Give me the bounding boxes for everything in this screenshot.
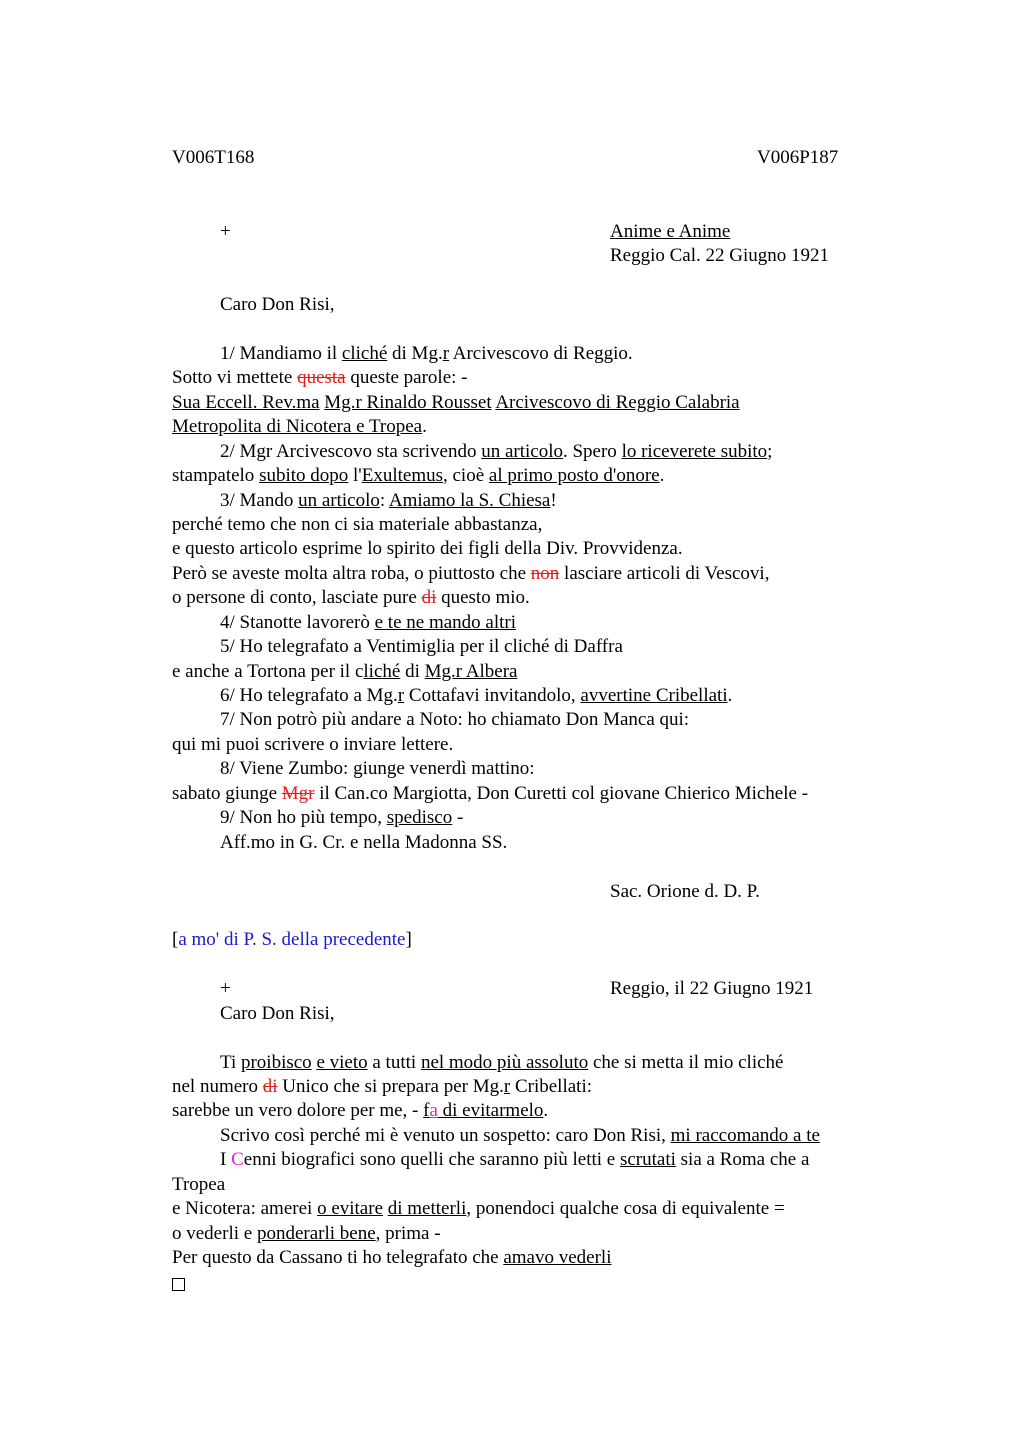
letter2-line-9: Per questo da Cassano ti ho telegrafato che amavo vederli bbox=[172, 1247, 612, 1268]
paragraph-5-line-2: e anche a Tortona per il cliché di Mg.r Albera bbox=[172, 661, 518, 682]
editor-note: [a mo' di P. S. della precedente] bbox=[172, 929, 412, 950]
paragraph-4: 4/ Stanotte lavorerò e te ne mando altri bbox=[220, 612, 516, 633]
letter-place-date: Reggio Cal. 22 Giugno 1921 bbox=[610, 245, 830, 266]
paragraph-1-line-4: Metropolita di Nicotera e Tropea. bbox=[172, 416, 427, 437]
cross-mark-2: + bbox=[220, 978, 231, 999]
salutation-2: Caro Don Risi, bbox=[220, 1003, 335, 1024]
letter2-line-6: Tropea bbox=[172, 1174, 226, 1195]
letter2-line-5: I Cenni biografici sono quelli che saranno più letti e scrutati sia a Roma che a bbox=[220, 1149, 810, 1170]
paragraph-8-line-2: sabato giunge Mgr il Can.co Margiotta, Don Curetti col giovane Chierico Michele - bbox=[172, 783, 809, 804]
paragraph-8: 8/ Viene Zumbo: giunge venerdì mattino: bbox=[220, 758, 535, 779]
deleted-text: di bbox=[421, 587, 437, 608]
paragraph-1: 1/ Mandiamo il cliché di Mg.r Arcivescovo di Reggio. bbox=[220, 343, 633, 364]
letter2-line-4: Scrivo così perché mi è venuto un sospetto: caro Don Risi, mi raccomando a te bbox=[220, 1125, 820, 1146]
letter2-line-2: nel numero di Unico che si prepara per Mg.r Cribellati: bbox=[172, 1076, 593, 1097]
letter2-line-1: Ti proibisco e vieto a tutti nel modo più assoluto che si metta il mio cliché bbox=[220, 1052, 784, 1073]
letter2-line-3: sarebbe un vero dolore per me, - fa di evitarmelo. bbox=[172, 1100, 549, 1121]
paragraph-3-line-4: Però se aveste molta altra roba, o piuttosto che non lasciare articoli di Vescovi, bbox=[172, 563, 770, 584]
closing: Aff.mo in G. Cr. e nella Madonna SS. bbox=[220, 832, 508, 853]
paragraph-2-line-2: stampatelo subito dopo l'Exultemus, cioè al primo posto d'onore. bbox=[172, 465, 665, 486]
deleted-text: Mgr bbox=[281, 783, 315, 804]
deleted-text: questa bbox=[297, 367, 346, 388]
deleted-text: di bbox=[262, 1076, 278, 1097]
header-left-id: V006T168 bbox=[172, 147, 255, 168]
letter2-line-7: e Nicotera: amerei o evitare di metterli, ponendoci qualche cosa di equivalente = bbox=[172, 1198, 785, 1219]
letter2-line-8: o vederli e ponderarli bene, prima - bbox=[172, 1223, 441, 1244]
paragraph-3-line-3: e questo articolo esprime lo spirito dei figli della Div. Provvidenza. bbox=[172, 538, 683, 559]
paragraph-1-line-2: Sotto vi mettete questa queste parole: - bbox=[172, 367, 468, 388]
paragraph-2: 2/ Mgr Arcivescovo sta scrivendo un articolo. Spero lo riceverete subito; bbox=[220, 441, 773, 462]
letter2-place-date: Reggio, il 22 Giugno 1921 bbox=[610, 978, 814, 999]
paragraph-7: 7/ Non potrò più andare a Noto: ho chiamato Don Manca qui: bbox=[220, 709, 690, 730]
cross-mark: + bbox=[220, 221, 231, 242]
letter-title: Anime e Anime bbox=[610, 221, 731, 242]
paragraph-7-line-2: qui mi puoi scrivere o inviare lettere. bbox=[172, 734, 454, 755]
deleted-text: non bbox=[530, 563, 560, 584]
paragraph-3-line-5: o persone di conto, lasciate pure di questo mio. bbox=[172, 587, 530, 608]
paragraph-6: 6/ Ho telegrafato a Mg.r Cottafavi invitandolo, avvertine Cribellati. bbox=[220, 685, 733, 706]
header-right-id: V006P187 bbox=[757, 147, 839, 168]
signature: Sac. Orione d. D. P. bbox=[610, 881, 760, 902]
end-box-icon bbox=[172, 1274, 185, 1298]
paragraph-5: 5/ Ho telegrafato a Ventimiglia per il cliché di Daffra bbox=[220, 636, 623, 657]
salutation: Caro Don Risi, bbox=[220, 294, 335, 315]
paragraph-1-line-3: Sua Eccell. Rev.ma Mg.r Rinaldo Rousset Arcivescovo di Reggio Calabria bbox=[172, 392, 740, 413]
paragraph-9: 9/ Non ho più tempo, spedisco - bbox=[220, 807, 464, 828]
paragraph-3: 3/ Mando un articolo: Amiamo la S. Chiesa! bbox=[220, 490, 557, 511]
paragraph-3-line-2: perché temo che non ci sia materiale abbastanza, bbox=[172, 514, 543, 535]
